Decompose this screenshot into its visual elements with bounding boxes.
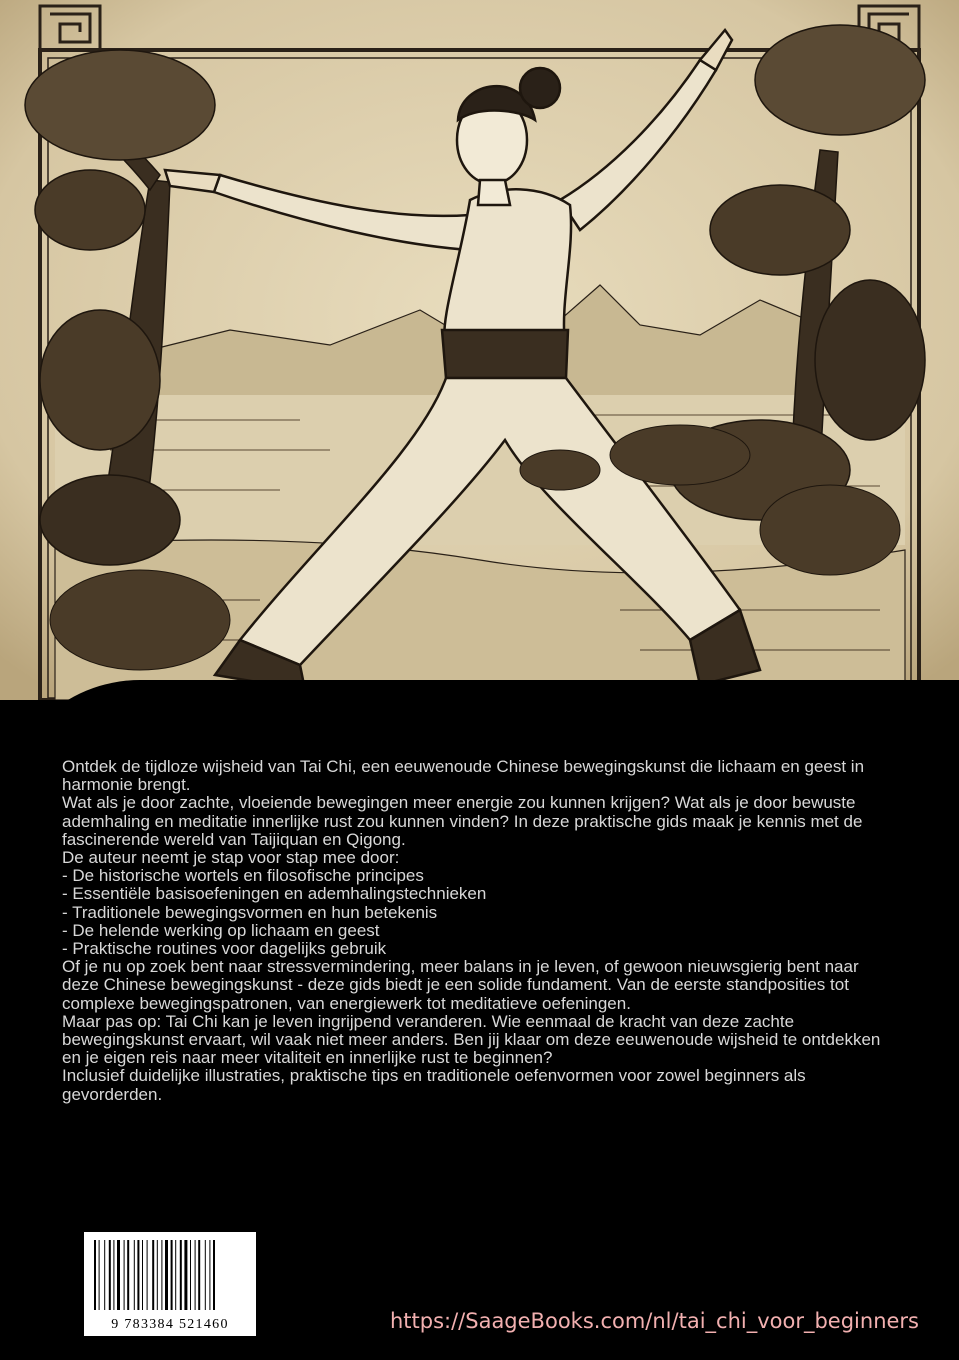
- blurb-list-item: - Traditionele bewegingsvormen en hun betekenis: [62, 902, 438, 922]
- barcode-bar: [127, 1240, 129, 1310]
- barcode-bar: [198, 1240, 200, 1310]
- blurb-audience: Of je nu op zoek bent naar stressvermindering, meer balans in je leven, of gewoon nieuwsgierig bent naar deze Chinese bewegingskunst - deze gids biedt je een solide fundament. Van de eerste standposities tot complexe bewegingspatronen, van energiewerk tot meditatieve oefeningen.: [62, 957, 859, 1013]
- barcode-bar: [94, 1240, 96, 1310]
- barcode-bars: [92, 1240, 248, 1310]
- barcode-bar: [184, 1240, 187, 1310]
- barcode-bar: [190, 1240, 191, 1310]
- blurb-question: Wat als je door zachte, vloeiende bewegingen meer energie zou kunnen krijgen? Wat als je door bewuste ademhaling en meditatie innerlijke rust zou kunnen vinden? In deze praktische gids maak je kennis met de fascinerende wereld van Taijiquan en Qigong.: [62, 793, 863, 849]
- blurb-list-item: - De historische wortels en filosofische principes: [62, 866, 424, 886]
- barcode-bar: [165, 1240, 168, 1310]
- blurb-list-item: - Essentiële basisoefeningen en ademhalingstechnieken: [62, 884, 487, 904]
- barcode-bar: [171, 1240, 173, 1310]
- barcode-bar: [109, 1240, 111, 1310]
- barcode-bar: [104, 1240, 105, 1310]
- barcode-bar: [113, 1240, 114, 1310]
- barcode-bar: [142, 1240, 143, 1310]
- barcode-bar: [195, 1240, 196, 1310]
- isbn-number: 9 783384 521460: [111, 1317, 229, 1332]
- barcode-bar: [161, 1240, 162, 1310]
- barcode-bar: [152, 1240, 154, 1310]
- blurb-inclusions: Inclusief duidelijke illustraties, praktische tips en traditionele oefenvormen voor zowel beginners als gevorderden.: [62, 1066, 806, 1104]
- blurb-list-intro: De auteur neemt je stap voor stap mee door:: [62, 848, 400, 868]
- barcode-bar: [209, 1240, 210, 1310]
- barcode-bar: [147, 1240, 148, 1310]
- blurb-list-item: - Praktische routines voor dagelijks gebruik: [62, 939, 387, 959]
- isbn-barcode: [84, 1232, 256, 1336]
- barcode-bar: [99, 1240, 100, 1310]
- blurb-intro: Ontdek de tijdloze wijsheid van Tai Chi, een eeuwenoude Chinese bewegingskunst die lichaam en geest in harmonie brengt.: [62, 757, 865, 795]
- barcode-bar: [213, 1240, 215, 1310]
- barcode-bar: [157, 1240, 158, 1310]
- barcode-bar: [124, 1240, 125, 1310]
- barcode-bar: [117, 1240, 120, 1310]
- barcode-bar: [175, 1240, 176, 1310]
- barcode-bar: [180, 1240, 182, 1310]
- barcode-bar: [137, 1240, 139, 1310]
- blurb-warning: Maar pas op: Tai Chi kan je leven ingrijpend veranderen. Wie eenmaal de kracht van deze zachte bewegingskunst ervaart, wil vaak niet meer anders. Ben jij klaar om deze eeuwenoude wijsheid te ontdekken en je eigen reis naar meer vitaliteit en innerlijke rust te beginnen?: [62, 1011, 881, 1068]
- blurb-list-item: - De helende werking op lichaam en geest: [62, 920, 380, 940]
- book-description: [62, 758, 892, 1104]
- barcode-bar: [205, 1240, 206, 1310]
- barcode-bar: [134, 1240, 135, 1310]
- publisher-url[interactable]: https://SaageBooks.com/nl/tai_chi_voor_beginners: [389, 1309, 919, 1333]
